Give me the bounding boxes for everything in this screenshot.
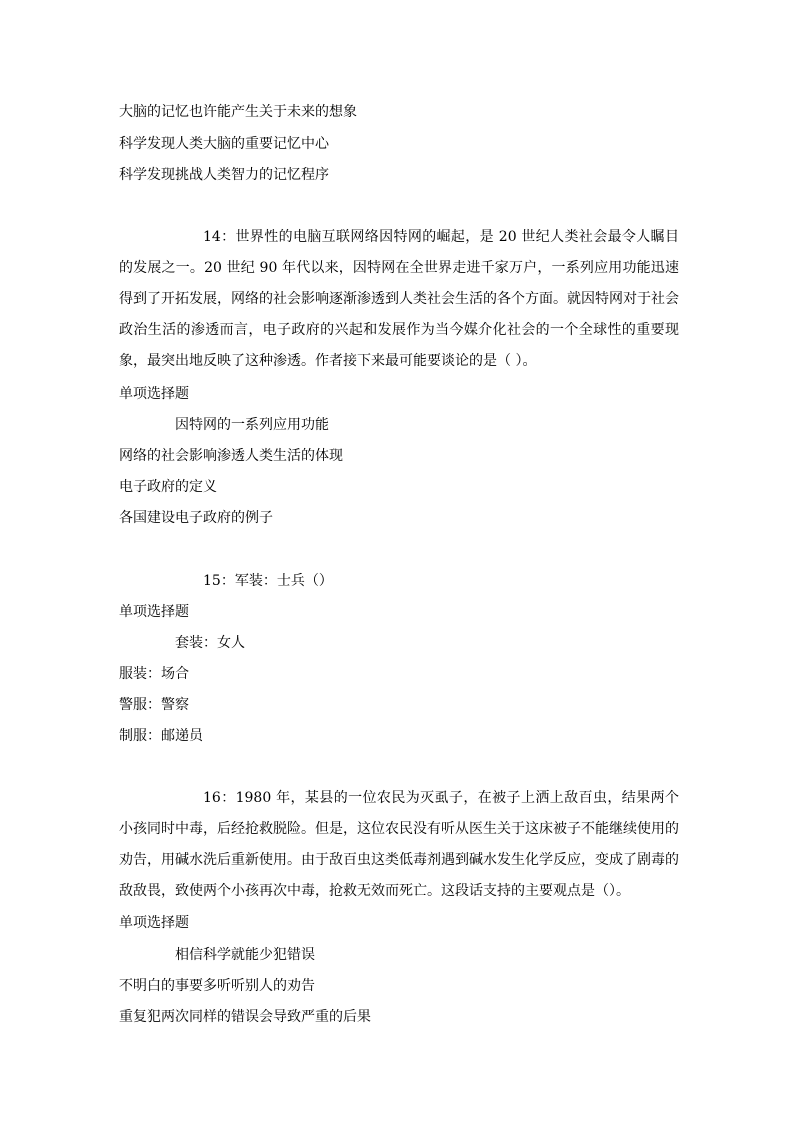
question-16-text: 16：1980 年，某县的一位农民为灭虱子，在被子上洒上敌百虫，结果两个小孩同时中毒，后经抢救脱险。但是，这位农民没有听从医生关于这床被子不能继续使用的劝告，用碱水洗后重新使用。由于敌百虫这类低毒剂遇到碱水发生化学反应，变成了剧毒的敌敌畏，致使两个小孩再次中毒，抢救无效而死亡。这段话支持的主要观点是（）。	[119, 790, 679, 899]
question-14-option: 各国建设电子政府的例子	[119, 510, 273, 526]
question-16-option: 相信科学就能少犯错误	[175, 947, 315, 963]
question-16-option: 不明白的事要多听听别人的劝告	[119, 978, 315, 994]
question-14-option: 因特网的一系列应用功能	[175, 417, 329, 433]
pre-option-line: 科学发现人类大脑的重要记忆中心	[119, 136, 329, 152]
question-14-text: 14：世界性的电脑互联网络因特网的崛起，是 20 世纪人类社会最令人瞩目的发展之一。20 世纪 90 年代以来，因特网在全世界走进千家万户，一系列应用功能迅速得到了开拓发展，网络的社会影响逐渐渗透到人类社会生活的各个方面。就因特网对于社会政治生活的渗透而言，电子政府的兴起和发展作为当今媒介化社会的一个全球性的重要现象，最突出地反映了这种渗透。作者接下来最可能要谈论的是（ ）。	[119, 229, 679, 369]
pre-option-line: 大脑的记忆也许能产生关于未来的想象	[119, 104, 357, 120]
question-16-type: 单项选择题	[119, 915, 189, 931]
question-15-option: 服装：场合	[119, 666, 189, 682]
question-15-option: 警服：警察	[119, 697, 189, 713]
question-15-text: 15：军装：士兵（）	[203, 573, 333, 589]
pre-option-line: 科学发现挑战人类智力的记忆程序	[119, 167, 329, 183]
question-14-type: 单项选择题	[119, 386, 189, 402]
question-15-type: 单项选择题	[119, 604, 189, 620]
question-15-option: 制服：邮递员	[119, 728, 203, 744]
question-15-option: 套装：女人	[175, 635, 245, 651]
question-14-option: 电子政府的定义	[119, 479, 217, 495]
question-16-option: 重复犯两次同样的错误会导致严重的后果	[119, 1009, 371, 1025]
question-14-option: 网络的社会影响渗透人类生活的体现	[119, 448, 343, 464]
